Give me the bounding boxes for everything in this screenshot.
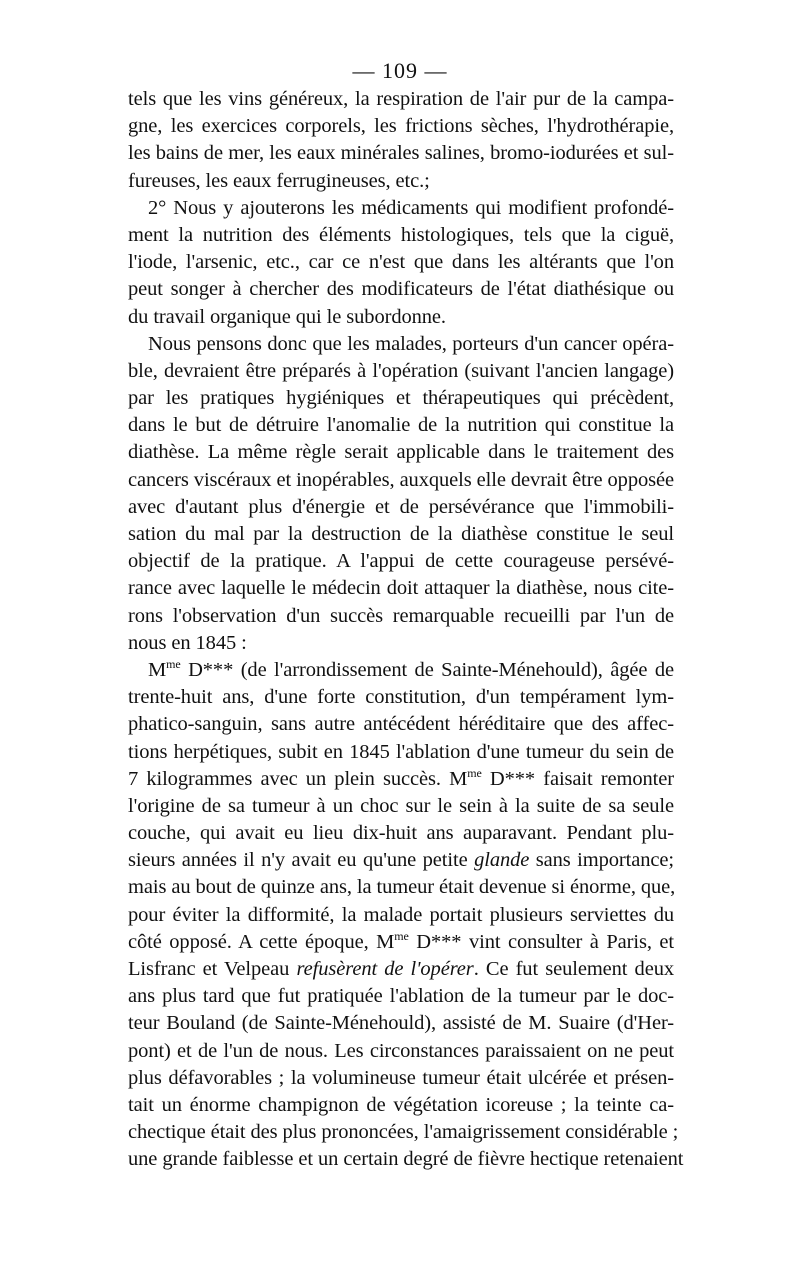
- text-line: ans plus tard que fut pratiquée l'ablation de la tumeur par le doc-: [128, 985, 674, 1008]
- superscript: me: [467, 765, 482, 780]
- text-line: les bains de mer, les eaux minérales salines, bromo-iodurées et sul-: [128, 142, 674, 165]
- superscript: me: [166, 656, 181, 671]
- text-line: nous en 1845 :: [128, 631, 247, 654]
- italic-text: refusèrent de l'opérer: [296, 958, 474, 980]
- text-line: pour éviter la difformité, la malade portait plusieurs serviettes du: [128, 903, 674, 926]
- text-segment: M: [148, 658, 167, 681]
- superscript: me: [394, 928, 409, 943]
- text-line: tions herpétiques, subit en 1845 l'ablation d'une tumeur du sein de: [128, 740, 674, 763]
- text-line: ment la nutrition des éléments histologiques, tels que la ciguë,: [128, 223, 674, 246]
- text-line: couche, qui avait eu lieu dix-huit ans auparavant. Pendant plu-: [128, 822, 674, 845]
- text-segment: sans importance;: [529, 849, 674, 872]
- text-line: l'origine de sa tumeur à un choc sur le sein à la suite de sa seule: [128, 794, 674, 817]
- text-line: [128, 657, 674, 684]
- text-line: rance avec laquelle le médecin doit attaquer la diathèse, nous cite-: [128, 577, 674, 600]
- text-line: tait un énorme champignon de végétation icoreuse ; la teinte ca-: [128, 1093, 674, 1116]
- text-line: l'iode, l'arsenic, etc., car ce n'est que dans les altérants que l'on: [128, 251, 674, 274]
- text-line: phatico-sanguin, sans autre antécédent héréditaire que des affec-: [128, 713, 674, 736]
- text-line: sation du mal par la destruction de la diathèse constitue le seul: [128, 523, 674, 545]
- text-line: du travail organique qui le subordonne.: [128, 305, 446, 328]
- text-line: cancers viscéraux et inopérables, auxquels elle devrait être opposée: [128, 468, 674, 491]
- text-line: plus défavorables ; la volumineuse tumeur était ulcérée et présen-: [128, 1066, 674, 1089]
- text-line: trente-huit ans, d'une forte constitution, d'un tempérament lym-: [128, 686, 674, 709]
- text-line: peut songer à chercher des modificateurs de l'état diathésique ou: [128, 278, 674, 301]
- text-line: tels que les vins généreux, la respiration de l'air pur de la campa-: [128, 88, 674, 110]
- text-line: [128, 847, 674, 874]
- text-line: mais au bout de quinze ans, la tumeur était devenue si énorme, que,: [128, 876, 676, 899]
- page-number: — 109 —: [352, 58, 448, 83]
- body-text: [128, 86, 684, 1174]
- text-segment: D*** (de l'arrondissement de Sainte-Ménehould), âgée de: [180, 658, 674, 681]
- text-line: avec d'autant plus d'énergie et de persévérance que l'immobili-: [128, 495, 674, 518]
- text-line: rons l'observation d'un succès remarquable recueilli par l'un de: [128, 604, 674, 627]
- text-line: Nous pensons donc que les malades, porteurs d'un cancer opéra-: [148, 332, 674, 355]
- text-segment: D*** vint consulter à Paris, et: [408, 930, 674, 953]
- text-line: ble, devraient être préparés à l'opération (suivant l'ancien langage): [128, 359, 674, 382]
- text-line: 2° Nous y ajouterons les médicaments qui modifient profondé-: [148, 196, 674, 219]
- text-line: [128, 956, 674, 983]
- text-line: [128, 766, 674, 793]
- text-segment: D*** faisait remonter: [481, 767, 674, 790]
- text-line: chectique était des plus prononcées, l'amaigrissement considérable ;: [128, 1121, 679, 1144]
- text-line: [128, 929, 674, 956]
- text-line: dans le but de détruire l'anomalie de la nutrition qui constitue la: [128, 414, 674, 437]
- text-line: teur Bouland (de Sainte-Ménehould), assisté de M. Suaire (d'Her-: [128, 1012, 674, 1035]
- text-segment: Lisfranc et Velpeau: [128, 958, 297, 980]
- text-line: objectif de la pratique. A l'appui de cette courageuse persévé-: [128, 550, 674, 573]
- text-segment: 7 kilogrammes avec un plein succès. M: [128, 767, 468, 790]
- text-segment: . Ce fut seulement deux: [473, 958, 674, 980]
- text-line: pont) et de l'un de nous. Les circonstances paraissaient on ne peut: [128, 1039, 674, 1062]
- text-line: une grande faiblesse et un certain degré de fièvre hectique retenaient: [128, 1148, 684, 1171]
- text-line: fureuses, les eaux ferrugineuses, etc.;: [128, 169, 430, 192]
- text-line: par les pratiques hygiéniques et thérapeutiques qui précèdent,: [128, 387, 674, 410]
- text-line: gne, les exercices corporels, les frictions sèches, l'hydrothérapie,: [128, 115, 674, 138]
- text-segment: sieurs années il n'y avait eu qu'une petite: [128, 849, 475, 872]
- italic-text: glande: [474, 849, 530, 872]
- text-line: diathèse. La même règle serait applicable dans le traitement des: [128, 441, 674, 464]
- text-segment: côté opposé. A cette époque, M: [128, 930, 395, 953]
